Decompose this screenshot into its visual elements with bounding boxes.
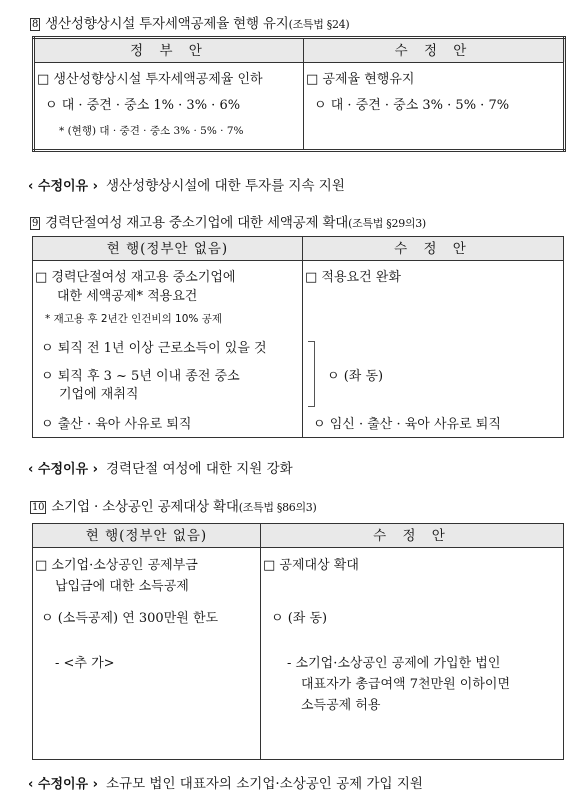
section-8-title: [30, 12, 349, 32]
header-current: 현 행(정부안 없음): [33, 524, 261, 548]
text-line: 대표자가 총급여액 7천만원 이하이면: [301, 677, 511, 693]
section-8-table: [32, 36, 566, 152]
text-line: 납입금에 대한 소득공제: [55, 579, 189, 595]
law-reference: (조특법 §24): [288, 18, 350, 31]
reason-label: ‹ 수정이유 ›: [28, 462, 98, 477]
bracket-line: [308, 341, 315, 407]
header-current: 현 행(정부안 없음): [33, 237, 303, 261]
text-line: ㅇ (좌 동): [271, 611, 328, 627]
section-title-text: 소기업 · 소상공인 공제대상 확대: [51, 499, 239, 515]
header-revised-proposal: 수 정 안: [303, 237, 564, 261]
current-cell: [33, 261, 303, 438]
reason-label: ‹ 수정이유 ›: [28, 179, 98, 194]
text-line: 대한 세액공제* 적용요건: [57, 289, 198, 305]
law-reference: (조특법 §86의3): [238, 501, 317, 514]
text-line: - 소기업·소상공인 공제에 가입한 법인: [287, 656, 501, 672]
section-10-reason: [28, 772, 423, 792]
current-cell: [33, 548, 261, 760]
reason-text: 경력단절 여성에 대한 지원 강화: [106, 461, 293, 477]
revised-proposal-cell: [304, 62, 565, 150]
section-9-table: [32, 236, 564, 438]
header-government-proposal: 정 부 안: [34, 38, 304, 63]
section-number: 8: [32, 19, 39, 30]
text-line: □ 적용요건 완화: [305, 270, 401, 286]
text-line: 기업에 재취직: [59, 387, 139, 403]
header-revised-proposal: 수 정 안: [261, 524, 564, 548]
text-line: ㅇ 임신 · 출산 · 육아 사유로 퇴직: [313, 417, 501, 433]
text-line: 소득공제 허용: [301, 698, 381, 714]
text-line: ㅇ 퇴직 전 1년 이상 근로소득이 있을 것: [41, 341, 267, 357]
section-9-reason: [28, 457, 293, 477]
text-line: □ 소기업·소상공인 공제부금: [35, 558, 198, 574]
reason-text: 생산성향상시설에 대한 투자를 지속 지원: [106, 178, 345, 194]
section-10-title: [30, 495, 317, 515]
text-line: ㅇ 퇴직 후 3 ~ 5년 이내 종전 중소: [41, 369, 240, 385]
revised-proposal-cell: [303, 261, 564, 438]
footnote: * (현행) 대 · 중견 · 중소 3% · 5% · 7%: [59, 124, 244, 137]
section-title-text: 생산성향상시설 투자세액공제율 현행 유지: [45, 16, 289, 32]
text-line: □ 경력단절여성 재고용 중소기업에: [35, 270, 236, 286]
government-proposal-cell: [34, 62, 304, 150]
section-10-table: [32, 523, 564, 760]
text-line: ㅇ 대 · 중견 · 중소 1% · 3% · 6%: [45, 97, 241, 113]
text-line: - <추 가>: [55, 656, 115, 672]
revised-proposal-cell: [261, 548, 564, 760]
section-8-reason: [28, 174, 345, 194]
section-number: 9: [32, 218, 39, 229]
text-line: □ 공제대상 확대: [263, 558, 359, 574]
text-line: □ 공제율 현행유지: [306, 71, 415, 87]
reason-label: ‹ 수정이유 ›: [28, 777, 98, 792]
section-9-title: [30, 211, 426, 231]
law-reference: (조특법 §29의3): [348, 217, 426, 230]
section-title-text: 경력단절여성 재고용 중소기업에 대한 세액공제 확대: [45, 215, 349, 231]
header-revised-proposal: 수 정 안: [304, 38, 565, 63]
reason-text: 소규모 법인 대표자의 소기업·소상공인 공제 가입 지원: [106, 776, 423, 792]
text-line: ㅇ 출산 · 육아 사유로 퇴직: [41, 417, 192, 433]
text-line: ㅇ (소득공제) 연 300만원 한도: [41, 611, 219, 627]
footnote: * 재고용 후 2년간 인건비의 10% 공제: [45, 313, 223, 326]
text-line: ㅇ (좌 동): [327, 369, 384, 385]
text-line: □ 생산성향상시설 투자세액공제율 인하: [37, 71, 263, 87]
text-line: ㅇ 대 · 중견 · 중소 3% · 5% · 7%: [314, 97, 510, 113]
section-number: 10: [32, 502, 45, 513]
